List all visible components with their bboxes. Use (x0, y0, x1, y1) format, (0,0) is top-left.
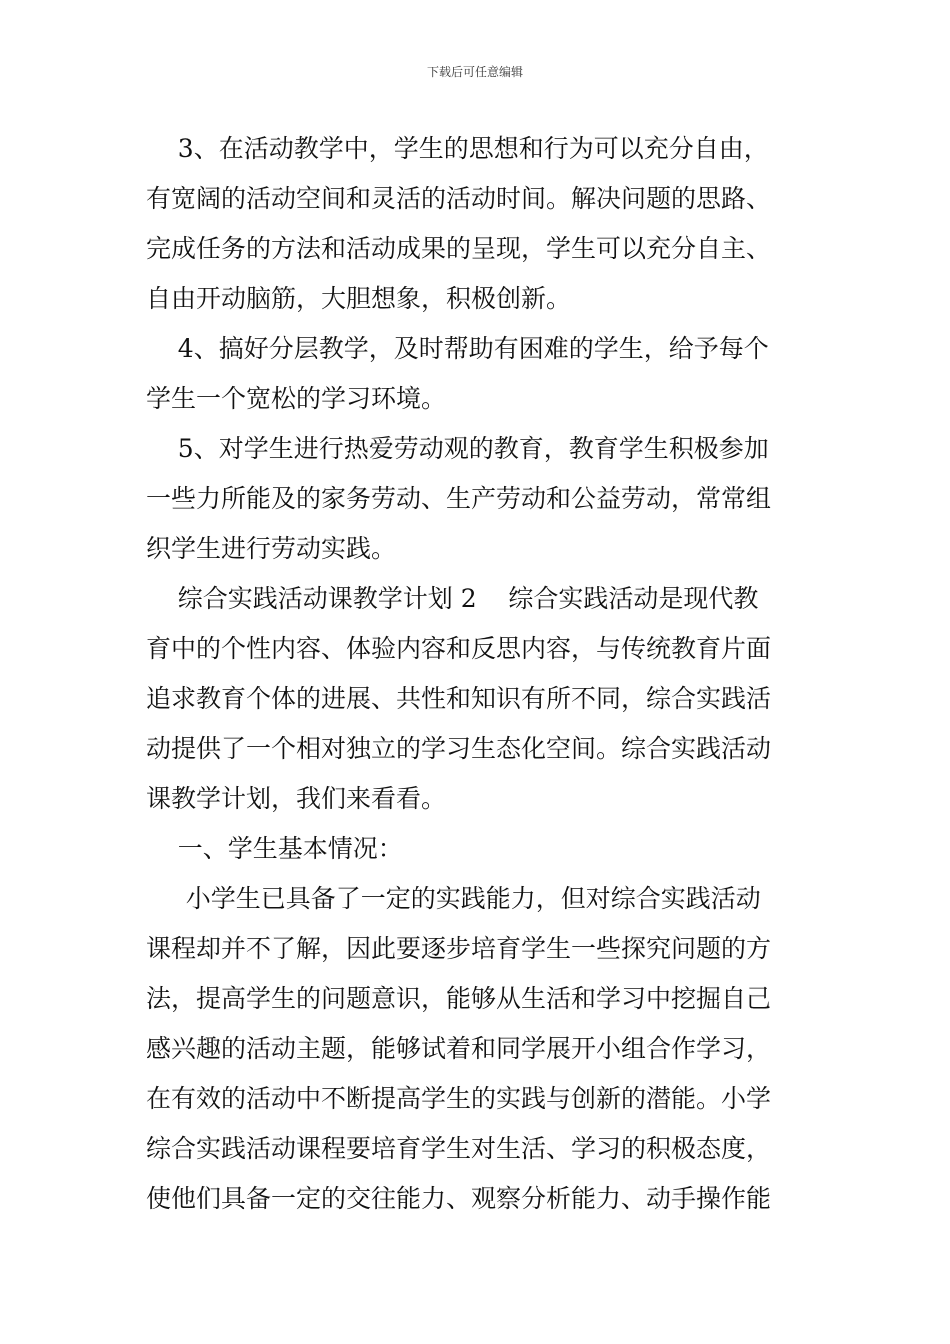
document-body (146, 124, 808, 1224)
text-line: 3、在活动教学中，学生的思想和行为可以充分自由， (146, 134, 769, 163)
text-line: 综合实践活动课教学计划 2 综合实践活动是现代教 (146, 584, 759, 613)
text-line: 动提供了一个相对独立的学习生态化空间。综合实践活动 (146, 734, 772, 763)
page-header: 下载后可任意编辑 (426, 65, 523, 79)
text-line: 学生一个宽松的学习环境。 (146, 384, 447, 413)
text-line: 使他们具备一定的交往能力、观察分析能力、动手操作能 (146, 1184, 772, 1213)
text-line: 自由开动脑筋，大胆想象，积极创新。 (146, 284, 572, 313)
text-line: 法，提高学生的问题意识，能够从生活和学习中挖掘自己 (146, 984, 772, 1013)
text-line: 织学生进行劳动实践。 (146, 534, 397, 563)
text-line: 综合实践活动课程要培育学生对生活、学习的积极态度， (146, 1134, 772, 1163)
text-line: 在有效的活动中不断提高学生的实践与创新的潜能。小学 (146, 1084, 772, 1113)
text-line: 追求教育个体的进展、共性和知识有所不同，综合实践活 (146, 684, 772, 713)
text-line: 有宽阔的活动空间和灵活的活动时间。解决问题的思路、 (146, 184, 772, 213)
text-line: 一、学生基本情况： (146, 834, 403, 863)
text-line: 课程却并不了解，因此要逐步培育学生一些探究问题的方 (146, 934, 772, 963)
text-line: 完成任务的方法和活动成果的呈现，学生可以充分自主、 (146, 234, 772, 263)
text-line: 5、对学生进行热爱劳动观的教育，教育学生积极参加 (146, 434, 769, 463)
text-line: 4、搞好分层教学，及时帮助有困难的学生，给予每个 (146, 334, 769, 363)
text-line: 感兴趣的活动主题，能够试着和同学展开小组合作学习， (146, 1034, 772, 1063)
text-line: 一些力所能及的家务劳动、生产劳动和公益劳动，常常组 (146, 484, 772, 513)
text-line: 课教学计划，我们来看看。 (146, 784, 447, 813)
text-line: 小学生已具备了一定的实践能力，但对综合实践活动 (146, 884, 761, 913)
text-line: 育中的个性内容、体验内容和反思内容，与传统教育片面 (146, 634, 772, 663)
